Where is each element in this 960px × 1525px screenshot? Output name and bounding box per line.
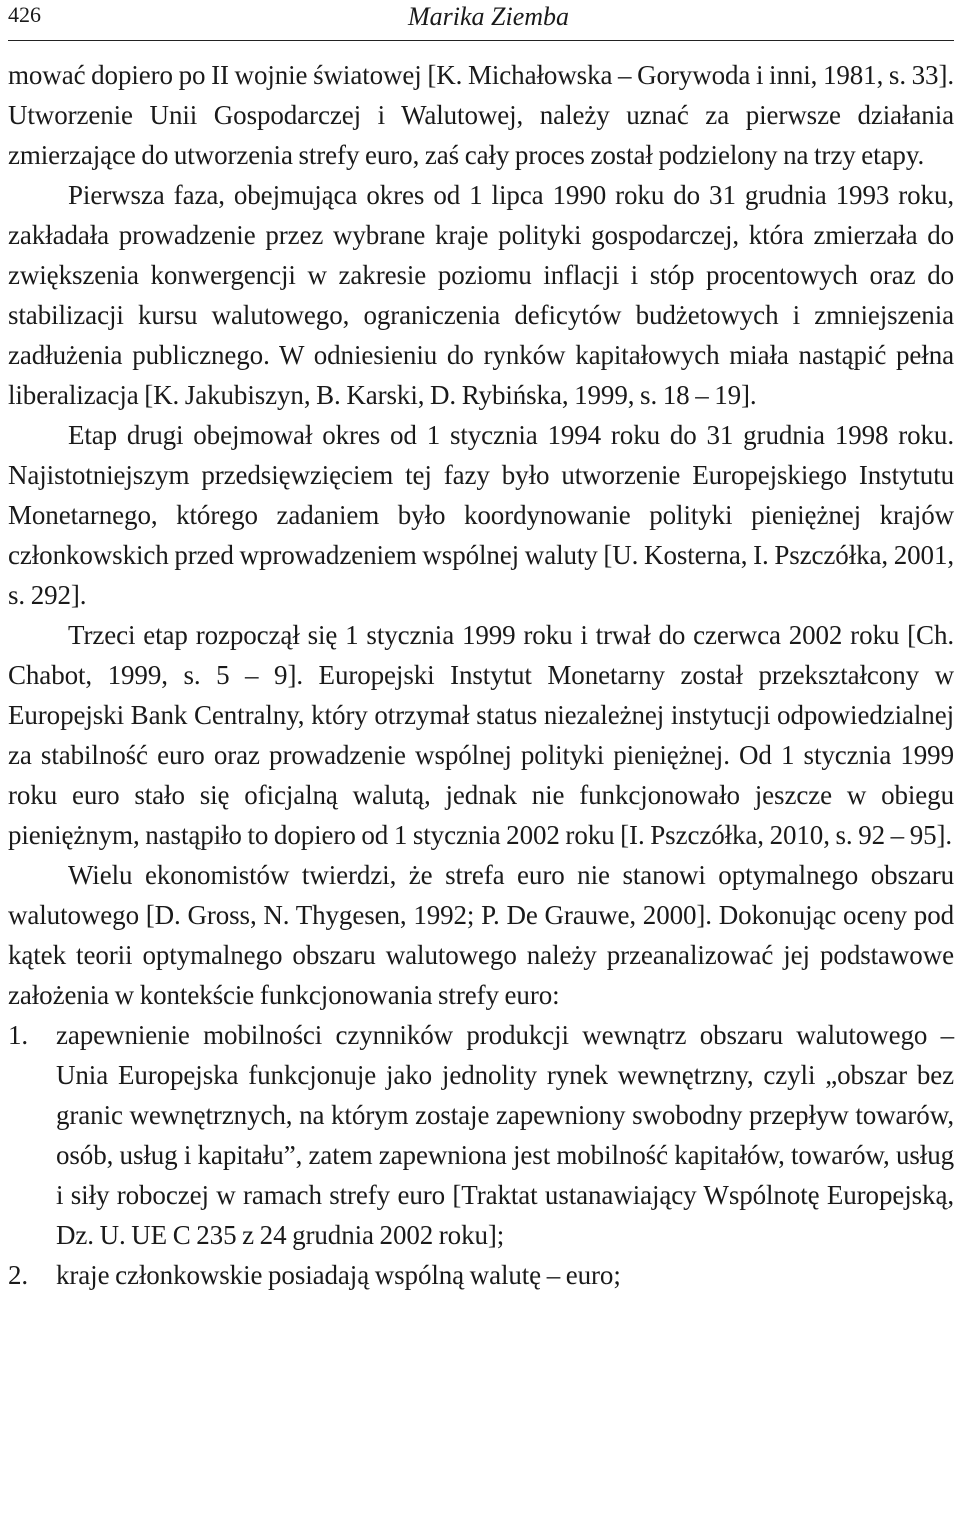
running-head-author: Marika Ziemba: [408, 2, 570, 31]
list-item-number: 1.: [8, 1020, 29, 1050]
page-number: 426: [8, 2, 41, 27]
paragraph-first-phase: Pierwsza faza, obejmująca okres od 1 lipca 1990 roku do 31 grudnia 1993 roku, zakładała prowadzenie przez wybrane kraje polityki gospodarczej, która zmierzała do zwiększenia konwergencji w zakresie poziomu inflacji i stóp procentowych oraz do stabilizacji kursu walutowego, ograniczenia deficytów budżetowych i zmniejszenia zadłużenia publicznego. W odniesieniu do rynków kapitałowych miała nastąpić pełna liberalizacja [K. Jakubiszyn, B. Karski, D. Rybińska, 1999, s. 18 – 19].: [8, 180, 954, 410]
paragraph-optimal-currency-area: Wielu ekonomistów twierdzi, że strefa euro nie stanowi optymalnego obszaru walutowego [D. Gross, N. Thygesen, 1992; P. De Grauwe, 2000]. Dokonując oceny pod kątek teorii optymalnego obszaru walutowego należy przeanalizować jej podstawowe założenia w kontekście funkcjonowania strefy euro:: [8, 860, 954, 1010]
paragraph-second-phase: Etap drugi obejmował okres od 1 stycznia 1994 roku do 31 grudnia 1998 roku. Najistotniejszym przedsięwzięciem tej fazy było utworzenie Europejskiego Instytutu Monetarnego, którego zadaniem było koordynowanie polityki pieniężnej krajów członkowskich przed wprowadzeniem wspólnej waluty [U. Kosterna, I. Pszczółka, 2001, s. 292].: [8, 420, 954, 610]
body-text: [8, 55, 954, 1295]
list-item: [8, 1255, 954, 1295]
list-item: [8, 1015, 954, 1255]
list-item-number: 2.: [8, 1260, 29, 1290]
list-item-text: kraje członkowskie posiadają wspólną walutę – euro;: [56, 1260, 621, 1290]
assumptions-list: [8, 1015, 954, 1295]
list-item-text: zapewnienie mobilności czynników produkcji wewnątrz obszaru walutowego – Unia Europejska funkcjonuje jako jednolity rynek wewnętrzny, czyli „obszar bez granic wewnętrznych, na którym zostaje zapewniony swobodny przepływ towarów, osób, usług i kapitału”, zatem zapewniona jest mobilność kapitałów, towarów, usług i siły roboczej w ramach strefy euro [Traktat ustanawiający Wspólnotę Europejską, Dz. U. UE C 235 z 24 grudnia 2002 roku];: [56, 1020, 954, 1250]
paragraph-continuation: mować dopiero po II wojnie światowej [K. Michałowska – Gorywoda i inni, 1981, s. 33]. Utworzenie Unii Gospodarczej i Walutowej, należy uznać za pierwsze działania zmierzające do utworzenia strefy euro, zaś cały proces został podzielony na trzy etapy.: [8, 60, 954, 170]
book-page: [8, 0, 954, 1295]
page-header: [8, 0, 954, 41]
paragraph-third-phase: Trzeci etap rozpoczął się 1 stycznia 1999 roku i trwał do czerwca 2002 roku [Ch. Chabot, 1999, s. 5 – 9]. Europejski Instytut Monetarny został przekształcony w Europejski Bank Centralny, który otrzymał status niezależnej instytucji odpowiedzialnej za stabilność euro oraz prowadzenie wspólnej polityki pieniężnej. Od 1 stycznia 1999 roku euro stało się oficjalną walutą, jednak nie funkcjonowało jeszcze w obiegu pieniężnym, nastąpiło to dopiero od 1 stycznia 2002 roku [I. Pszczółka, 2010, s. 92 – 95].: [8, 620, 954, 850]
